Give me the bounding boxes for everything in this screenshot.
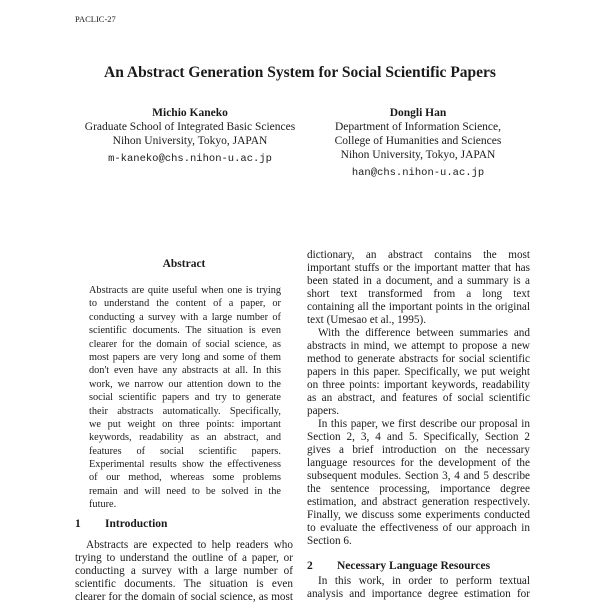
text-line: Section 2, 3, 4 and 5. Specifically, Section 2 xyxy=(307,431,530,443)
text-line: abstracts in mind, we attempt to propose a new xyxy=(307,340,530,352)
author-name: Michio Kaneko xyxy=(152,107,228,119)
text-line: keywords, readability as an abstract, and xyxy=(89,432,281,444)
text-line: to evaluate the effectiveness of our approach in xyxy=(307,522,530,534)
author-affiliation: Nihon University, Tokyo, JAPAN xyxy=(340,149,496,161)
author-block-2 xyxy=(288,106,548,180)
text-line: scientific documents. The situation is even xyxy=(75,578,293,590)
paragraph xyxy=(307,327,530,418)
paragraph xyxy=(89,284,281,512)
text-line: been stated in a document, and a summary is a xyxy=(307,275,530,287)
author-block-1 xyxy=(60,106,320,166)
section-2-body xyxy=(307,575,530,601)
text-line: scientific documents. The situation is even xyxy=(89,325,281,337)
section-1-heading xyxy=(75,518,167,530)
text-line: papers in this paper. Specifically, we put weight xyxy=(307,366,530,378)
text-line: features of social scientific papers. xyxy=(89,445,281,457)
paragraph xyxy=(307,575,530,601)
text-line: we put weight on three points: important xyxy=(89,418,281,430)
section-title: Necessary Language Resources xyxy=(337,560,491,572)
text-line: short text transformed from a long text xyxy=(307,288,530,300)
text-line: With the difference between summaries and xyxy=(318,327,530,339)
abstract-body xyxy=(89,284,281,512)
paragraph xyxy=(75,539,293,604)
text-line: on three points: important keywords, readability xyxy=(307,379,530,391)
text-line: text (Umesao et al., 1995). xyxy=(307,314,426,326)
text-line: remain and will need to be solved in the xyxy=(89,485,281,497)
text-line: don't even have any abstracts at all. In this xyxy=(89,365,281,377)
text-line: most papers are very long and some of them xyxy=(89,351,281,363)
text-line: In this paper, we first describe our proposal in xyxy=(318,418,530,430)
text-line: to understand the content of a paper, or xyxy=(89,298,281,310)
text-line: trying to understand the outline of a paper, or xyxy=(75,552,293,564)
paragraph xyxy=(307,249,530,327)
text-line: the sentence processing, importance degree xyxy=(307,483,530,495)
running-header: PACLIC-27 xyxy=(75,14,116,24)
text-line: their abstracts automatically. Specifically, xyxy=(89,405,281,417)
text-line: language resources for the development of the xyxy=(307,457,530,469)
right-column-body xyxy=(307,249,530,548)
author-affiliation: Graduate School of Integrated Basic Sciences xyxy=(84,121,296,133)
text-line: important stuffs or the important matter that has xyxy=(307,262,530,274)
text-line: In this work, in order to perform textual xyxy=(318,575,530,587)
text-line: social scientific papers and try to generate xyxy=(89,392,281,404)
text-line: Section 6. xyxy=(307,535,352,547)
text-line: containing all the important points in the original xyxy=(307,301,530,313)
intro-body xyxy=(75,539,293,604)
text-line: method to generate abstracts for social scientific xyxy=(307,353,530,365)
text-line: estimation, and abstract generation respectively. xyxy=(307,496,530,508)
text-line: clearer for the domain of social science, as most xyxy=(75,591,293,603)
text-line: Abstracts are quite useful when one is trying xyxy=(89,285,281,296)
text-line: papers. xyxy=(307,405,339,417)
author-affiliation: College of Humanities and Sciences xyxy=(334,135,502,147)
abstract-heading: Abstract xyxy=(162,258,206,270)
text-line: Experimental results show the effectiveness xyxy=(89,459,281,471)
section-number: 2 xyxy=(307,560,313,572)
author-affiliation: Nihon University, Tokyo, JAPAN xyxy=(112,135,268,147)
text-line: future. xyxy=(89,499,117,511)
text-line: subsequent modules. Section 3, 4 and 5 describe xyxy=(307,470,530,482)
text-line: as an abstract, and features of social scientific xyxy=(307,392,530,404)
paragraph xyxy=(307,418,530,548)
text-line: clearer for the domain of social science, as xyxy=(89,338,281,350)
author-email: m-kaneko@chs.nihon-u.ac.jp xyxy=(108,153,272,165)
author-email: han@chs.nihon-u.ac.jp xyxy=(351,167,485,179)
author-name: Dongli Han xyxy=(389,107,447,119)
text-line: conducting a survey with a large number of xyxy=(89,311,281,323)
text-line: dictionary, an abstract contains the most xyxy=(307,249,530,261)
text-line: gives a brief introduction on the necessary xyxy=(307,444,530,456)
text-line: work, we narrow our attention down to the xyxy=(89,378,281,390)
text-line: Finally, we discuss some experiments conducted xyxy=(307,509,530,521)
author-affiliation: Department of Information Science, xyxy=(334,121,502,133)
section-2-heading xyxy=(307,560,490,572)
text-line: conducting a survey with a large number of xyxy=(75,565,293,577)
section-number: 1 xyxy=(75,518,81,530)
paper-title: An Abstract Generation System for Social Scientific Papers xyxy=(104,64,496,81)
text-line: Abstracts are expected to help readers who xyxy=(86,539,293,551)
text-line: analysis and importance degree estimation for xyxy=(307,588,530,600)
section-title: Introduction xyxy=(105,518,168,530)
text-line: of our method, whereas some problems xyxy=(89,472,281,484)
